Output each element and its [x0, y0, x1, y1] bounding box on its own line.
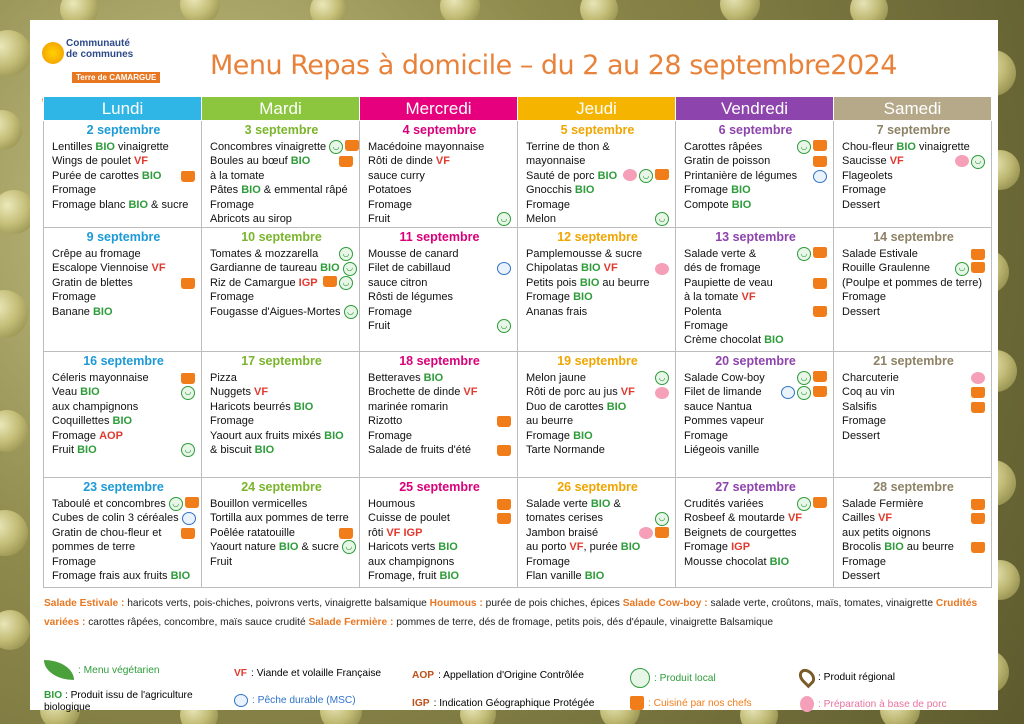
menu-item: Fromage	[210, 415, 255, 428]
day-date: 23 septembre	[83, 480, 164, 494]
pig-icon	[800, 696, 814, 712]
chef-hat-icon	[339, 528, 353, 539]
menu-item: Nuggets VF	[210, 386, 269, 399]
menu-item: Rôti de porc au jus VF	[526, 385, 669, 399]
chef-hat-icon	[497, 445, 511, 456]
sun-icon	[42, 42, 64, 64]
menu-item: Haricots verts BIO	[368, 541, 458, 554]
basket-icon: ◡	[955, 262, 969, 276]
day-date: 27 septembre	[715, 480, 796, 494]
menu-item: Crème chocolat BIO	[684, 334, 784, 347]
week-row	[44, 478, 992, 588]
menu-item: Duo de carottes BIO	[526, 400, 627, 413]
menu-item: Concombres vinaigrette ◡	[210, 140, 353, 154]
day-cell	[518, 121, 676, 228]
menu-item: Fromage BIO	[684, 184, 751, 197]
note-value: haricots verts, pois-chiches, poivrons verts, vinaigrette balsamique	[124, 598, 430, 609]
day-cell	[202, 478, 360, 588]
menu-item: Rosbeef & moutarde VF	[684, 512, 803, 525]
chef-hat-icon	[185, 497, 199, 508]
menu-item: Betteraves BIO	[368, 372, 444, 384]
menu-item: Fromage	[842, 291, 887, 304]
menu-item: Taboulé et concombres ◡	[52, 497, 195, 511]
day-cell	[676, 228, 834, 352]
chef-hat-icon	[971, 262, 985, 273]
day-date: 28 septembre	[873, 480, 954, 494]
basket-icon: ◡	[655, 212, 669, 226]
menu-item: Pommes vapeur	[684, 415, 765, 428]
fish-icon	[234, 694, 248, 707]
day-header-mercredi: Mercredi	[360, 97, 518, 121]
menu-item: Wings de poulet VF	[52, 155, 148, 168]
basket-icon: ◡	[655, 512, 669, 526]
day-cell	[44, 352, 202, 478]
day-date: 24 septembre	[241, 480, 322, 494]
day-date: 13 septembre	[715, 230, 796, 244]
legend-chef: : Cuisiné par nos chefs	[630, 696, 752, 710]
chef-hat-icon	[813, 140, 827, 151]
menu-item: Polenta	[684, 305, 827, 319]
menu-item: Macédoine mayonnaise	[368, 141, 485, 153]
menu-item: Rôti de dinde VF	[368, 155, 450, 168]
menu-item: Fromage	[526, 555, 571, 568]
menu-item: sauce citron	[368, 276, 428, 289]
chef-hat-icon	[813, 371, 827, 382]
day-date: 19 septembre	[557, 354, 638, 368]
note-key: Salade Cow-boy :	[622, 598, 708, 609]
chef-hat-icon	[181, 278, 195, 289]
menu-item: Fromage	[684, 429, 729, 442]
day-cell	[834, 478, 992, 588]
week-row	[44, 228, 992, 352]
dish-notes	[44, 594, 984, 632]
logo-badge: Terre de CAMARGUE	[72, 72, 160, 83]
menu-item: dés de fromage	[684, 262, 761, 275]
day-cell	[834, 352, 992, 478]
basket-icon: ◡	[971, 155, 985, 169]
day-date: 18 septembre	[399, 354, 480, 368]
day-cell	[202, 352, 360, 478]
menu-item: Terrine de thon &	[526, 141, 610, 153]
chef-hat-icon	[813, 247, 827, 258]
basket-icon: ◡	[497, 319, 511, 333]
day-date: 26 septembre	[557, 480, 638, 494]
menu-item: Ananas frais	[526, 305, 588, 318]
menu-item: Abricots au sirop	[210, 213, 292, 226]
menu-item: Melon ◡	[526, 212, 669, 226]
menu-item: Saucisse VF ◡	[842, 154, 985, 168]
menu-item: Rôsti de légumes	[368, 291, 453, 304]
menu-item: sauce Nantua	[684, 400, 752, 413]
day-header-jeudi: Jeudi	[518, 97, 676, 121]
note-key: Salade Fermière :	[308, 617, 394, 628]
menu-item: Banane BIO	[52, 305, 113, 318]
menu-item: Salade verte BIO &	[526, 498, 621, 510]
menu-item: Cubes de colin 3 céréales	[52, 511, 195, 525]
day-date: 2 septembre	[86, 123, 161, 137]
day-cell	[202, 228, 360, 352]
menu-item: Petits pois BIO au beurre	[526, 276, 650, 289]
legend-local: : Produit local	[630, 668, 716, 688]
day-header-lundi: Lundi	[44, 97, 202, 121]
menu-item: Fromage IGP	[684, 541, 751, 554]
menu-item: Fruit ◡	[368, 212, 511, 226]
menu-item: Veau BIO ◡	[52, 385, 195, 399]
chef-hat-icon	[181, 373, 195, 384]
menu-item: Paupiette de veau	[684, 276, 827, 290]
menu-item: Fromage	[842, 184, 887, 197]
menu-item: Fromage	[526, 198, 571, 211]
basket-icon: ◡	[169, 497, 183, 511]
pig-icon	[639, 527, 653, 539]
menu-item: Haricots beurrés BIO	[210, 400, 314, 413]
menu-item: Fromage, fruit BIO	[368, 570, 460, 583]
day-cell	[834, 121, 992, 228]
menu-item: au porto VF, purée BIO	[526, 541, 641, 554]
menu-item: Fromage	[210, 198, 255, 211]
menu-item: Fromage	[210, 291, 255, 304]
menu-item: Yaourt nature BIO & sucre ◡	[210, 540, 353, 554]
menu-item: Houmous	[368, 497, 511, 511]
menu-item: Céleris mayonnaise	[52, 371, 195, 385]
legend-aop: AOP : Appellation d'Origine Contrôlée	[412, 670, 584, 681]
menu-item: Charcuterie	[842, 371, 985, 385]
menu-item: Flan vanille BIO	[526, 570, 605, 583]
menu-item: Gardianne de taureau BIO ◡	[210, 261, 353, 275]
day-header-mardi: Mardi	[202, 97, 360, 121]
day-header-samedi: Samedi	[834, 97, 992, 121]
menu-item: Brocolis BIO au beurre	[842, 540, 985, 554]
page-title: Menu Repas à domicile – du 2 au 28 septembre2024	[210, 50, 897, 81]
chef-hat-icon	[655, 527, 669, 538]
day-date: 5 septembre	[560, 123, 635, 137]
menu-item: Carottes râpées ◡	[684, 140, 827, 154]
day-date: 14 septembre	[873, 230, 954, 244]
menu-item: rôti VF IGP	[368, 526, 423, 539]
menu-item: Gratin de blettes	[52, 276, 195, 290]
chef-hat-icon	[339, 156, 353, 167]
note-key: Houmous :	[429, 598, 483, 609]
fish-icon	[182, 512, 196, 525]
menu-item: Dessert	[842, 198, 880, 211]
menu-item: Tortilla aux pommes de terre	[210, 512, 349, 525]
basket-icon: ◡	[797, 140, 811, 154]
menu-item: Fromage	[368, 429, 413, 442]
menu-item: Lentilles BIO vinaigrette	[52, 141, 169, 153]
menu-item: Fruit ◡	[368, 319, 511, 333]
day-cell	[44, 228, 202, 352]
day-date: 21 septembre	[873, 354, 954, 368]
menu-sheet	[30, 20, 998, 713]
menu-item: Flageolets	[842, 169, 893, 182]
menu-item: Gnocchis BIO	[526, 184, 595, 197]
menu-item: aux champignons	[52, 400, 139, 413]
fish-icon	[497, 262, 511, 275]
day-date: 12 septembre	[557, 230, 638, 244]
chef-hat-icon	[971, 542, 985, 553]
day-date: 17 septembre	[241, 354, 322, 368]
menu-item: Compote BIO	[684, 198, 752, 211]
day-date: 25 septembre	[399, 480, 480, 494]
pig-icon	[623, 169, 637, 181]
chef-hat-icon	[813, 156, 827, 167]
menu-item: à la tomate	[210, 169, 265, 182]
day-cell	[518, 352, 676, 478]
basket-icon: ◡	[797, 497, 811, 511]
menu-item: Pâtes BIO & emmental râpé	[210, 184, 348, 197]
menu-item: Tarte Normande	[526, 444, 605, 457]
menu-item: Crêpe au fromage	[52, 248, 141, 260]
basket-icon: ◡	[339, 276, 353, 290]
day-cell	[360, 352, 518, 478]
legend-vf: VF : Viande et volaille Française	[234, 668, 382, 679]
menu-item: Tomates & mozzarella ◡	[210, 247, 353, 261]
menu-item: Salade Estivale	[842, 247, 985, 261]
menu-item: aux petits oignons	[842, 526, 931, 539]
day-cell	[360, 121, 518, 228]
menu-item: Pizza	[210, 372, 237, 384]
menu-item: Filet de cabillaud	[368, 261, 511, 275]
menu-item: Fromage blanc BIO & sucre	[52, 198, 189, 211]
menu-item: Chou-fleur BIO vinaigrette	[842, 141, 970, 153]
menu-item: Filet de limande ◡	[684, 385, 827, 399]
week-row	[44, 352, 992, 478]
menu-item: Fromage	[52, 184, 97, 197]
menu-item: Fromage BIO	[526, 291, 593, 304]
menu-item: Coquillettes BIO	[52, 415, 133, 428]
leaf-icon	[44, 660, 74, 680]
day-cell	[518, 228, 676, 352]
menu-item: Salade Cow-boy ◡	[684, 371, 827, 385]
day-date: 20 septembre	[715, 354, 796, 368]
day-date: 3 septembre	[244, 123, 319, 137]
menu-item: Coq au vin	[842, 385, 985, 399]
menu-item: Dessert	[842, 305, 880, 318]
menu-item: Cuisse de poulet	[368, 511, 511, 525]
menu-item: Poêlée ratatouille	[210, 526, 353, 540]
menu-item: Dessert	[842, 570, 880, 583]
basket-icon: ◡	[181, 386, 195, 400]
chef-hat-icon	[181, 171, 195, 182]
menu-item: au beurre	[526, 415, 574, 428]
pig-icon	[655, 263, 669, 275]
menu-item: Escalope Viennoise VF	[52, 262, 166, 275]
menu-item: Fromage BIO	[526, 429, 593, 442]
menu-item: Liégeois vanille	[684, 444, 760, 457]
basket-icon	[630, 668, 650, 688]
menu-item: Fromage	[368, 305, 413, 318]
legend-pork: : Préparation à base de porc	[800, 696, 947, 712]
day-cell	[834, 228, 992, 352]
chef-hat-icon	[813, 386, 827, 397]
note-value: pommes de terre, dés de fromage, petits pois, dés d'épaule, vinaigrette Balsamique	[393, 617, 774, 628]
menu-item: Sauté de porc BIO ◡	[526, 169, 669, 183]
chef-hat-icon	[323, 276, 337, 287]
chef-hat-icon	[181, 528, 195, 539]
menu-item: Mousse chocolat BIO	[684, 555, 790, 568]
basket-icon: ◡	[639, 169, 653, 183]
menu-item: Salsifis	[842, 400, 985, 414]
menu-item: Fromage AOP	[52, 429, 123, 442]
menu-item: tomates cerises ◡	[526, 511, 669, 525]
chef-hat-icon	[971, 402, 985, 413]
location-pin-icon	[796, 666, 819, 689]
day-cell	[518, 478, 676, 588]
menu-item: Pamplemousse & sucre	[526, 248, 643, 260]
menu-item: & biscuit BIO	[210, 444, 275, 457]
pig-icon	[655, 387, 669, 399]
day-cell	[676, 121, 834, 228]
day-cell	[44, 478, 202, 588]
pig-icon	[955, 155, 969, 167]
chef-hat-icon	[971, 499, 985, 510]
menu-calendar	[43, 96, 992, 588]
basket-icon: ◡	[342, 540, 356, 554]
day-header-vendredi: Vendredi	[676, 97, 834, 121]
legend	[30, 646, 998, 713]
chef-hat-icon	[630, 696, 644, 710]
menu-item: Riz de Camargue IGP ◡	[210, 276, 353, 290]
menu-item: Crudités variées ◡	[684, 497, 827, 511]
menu-item: Jambon braisé	[526, 526, 669, 540]
menu-item: Bouillon vermicelles	[210, 498, 308, 510]
day-date: 7 septembre	[876, 123, 951, 137]
menu-item: Melon jaune ◡	[526, 371, 669, 385]
menu-item: Fruit	[210, 555, 232, 568]
basket-icon: ◡	[339, 247, 353, 261]
menu-item: Dessert	[842, 429, 880, 442]
menu-item: Chipolatas BIO VF	[526, 261, 669, 275]
menu-item: Purée de carottes BIO	[52, 169, 195, 183]
week-row	[44, 121, 992, 228]
day-cell	[360, 478, 518, 588]
menu-item: Gratin de poisson	[684, 154, 827, 168]
chef-hat-icon	[971, 513, 985, 524]
day-cell	[676, 478, 834, 588]
chef-hat-icon	[655, 169, 669, 180]
menu-item: marinée romarin	[368, 400, 449, 413]
menu-item: Salade verte & ◡	[684, 247, 827, 261]
basket-icon: ◡	[329, 140, 343, 154]
menu-item: Beignets de courgettes	[684, 526, 797, 539]
basket-icon: ◡	[181, 443, 195, 457]
menu-item: Potatoes	[368, 184, 412, 197]
day-cell	[202, 121, 360, 228]
menu-item: à la tomate VF	[684, 291, 756, 304]
menu-item: Fromage	[368, 198, 413, 211]
menu-item: (Poulpe et pommes de terre)	[842, 276, 983, 289]
menu-item: Salade de fruits d'été	[368, 443, 511, 457]
menu-item: Mousse de canard	[368, 248, 459, 260]
basket-icon: ◡	[797, 386, 811, 400]
menu-item: Boules au bœuf BIO	[210, 154, 353, 168]
menu-item: mayonnaise	[526, 155, 586, 168]
chef-hat-icon	[971, 249, 985, 260]
menu-item: Fruit BIO ◡	[52, 443, 195, 457]
menu-item: Salade Fermière	[842, 497, 985, 511]
chef-hat-icon	[971, 387, 985, 398]
menu-item: Fromage frais aux fruits BIO	[52, 570, 191, 583]
basket-icon: ◡	[343, 262, 357, 276]
legend-msc: : Pêche durable (MSC)	[234, 694, 356, 707]
fish-icon	[813, 170, 827, 183]
legend-bio: BIO : Produit issu de l'agriculture biologique	[44, 690, 193, 713]
legend-veg: : Menu végétarien	[44, 660, 160, 680]
day-date: 4 septembre	[402, 123, 477, 137]
pig-icon	[971, 372, 985, 384]
basket-icon: ◡	[797, 247, 811, 261]
logo	[38, 34, 168, 104]
menu-item: Printanière de légumes	[684, 169, 827, 183]
legend-regional: : Produit régional	[800, 668, 895, 686]
menu-item: sauce curry	[368, 169, 425, 182]
day-date: 6 septembre	[718, 123, 793, 137]
chef-hat-icon	[497, 499, 511, 510]
note-value: salade verte, croûtons, maïs, tomates, vinaigrette	[707, 598, 936, 609]
day-date: 11 septembre	[399, 230, 480, 244]
note-value: carottes râpées, concombre, maïs sauce crudité	[85, 617, 309, 628]
menu-item: aux champignons	[368, 555, 455, 568]
legend-igp: IGP : Indication Géographique Protégée	[412, 698, 595, 709]
day-cell	[360, 228, 518, 352]
menu-item: Fromage	[52, 291, 97, 304]
chef-hat-icon	[345, 140, 359, 151]
note-key: Crudités variées :	[44, 598, 978, 628]
basket-icon: ◡	[655, 371, 669, 385]
menu-item: Brochette de dinde VF	[368, 386, 478, 399]
menu-item: Gratin de chou-fleur et	[52, 526, 195, 540]
menu-item: Fromage	[842, 555, 887, 568]
menu-item: Rouille Graulenne ◡	[842, 261, 985, 275]
menu-item: Yaourt aux fruits mixés BIO	[210, 429, 344, 442]
menu-item: Cailles VF	[842, 511, 985, 525]
day-cell	[676, 352, 834, 478]
chef-hat-icon	[813, 306, 827, 317]
chef-hat-icon	[497, 416, 511, 427]
fish-icon	[781, 386, 795, 399]
menu-item: pommes de terre	[52, 541, 136, 554]
menu-item: Rizotto	[368, 414, 511, 428]
day-date: 16 septembre	[83, 354, 164, 368]
chef-hat-icon	[497, 513, 511, 524]
basket-icon: ◡	[497, 212, 511, 226]
menu-item: Fromage	[52, 555, 97, 568]
menu-item: Fromage	[684, 320, 729, 333]
chef-hat-icon	[813, 497, 827, 508]
day-date: 9 septembre	[86, 230, 161, 244]
day-date: 10 septembre	[241, 230, 322, 244]
chef-hat-icon	[813, 278, 827, 289]
logo-text: Communauté de communes	[66, 38, 134, 60]
basket-icon: ◡	[797, 371, 811, 385]
menu-item: Fougasse d'Aigues-Mortes ◡	[210, 305, 353, 319]
menu-item: Fromage	[842, 415, 887, 428]
basket-icon: ◡	[344, 305, 358, 319]
day-cell	[44, 121, 202, 228]
note-key: Salade Estivale :	[44, 598, 125, 609]
note-value: purée de pois chiches, épices	[482, 598, 623, 609]
